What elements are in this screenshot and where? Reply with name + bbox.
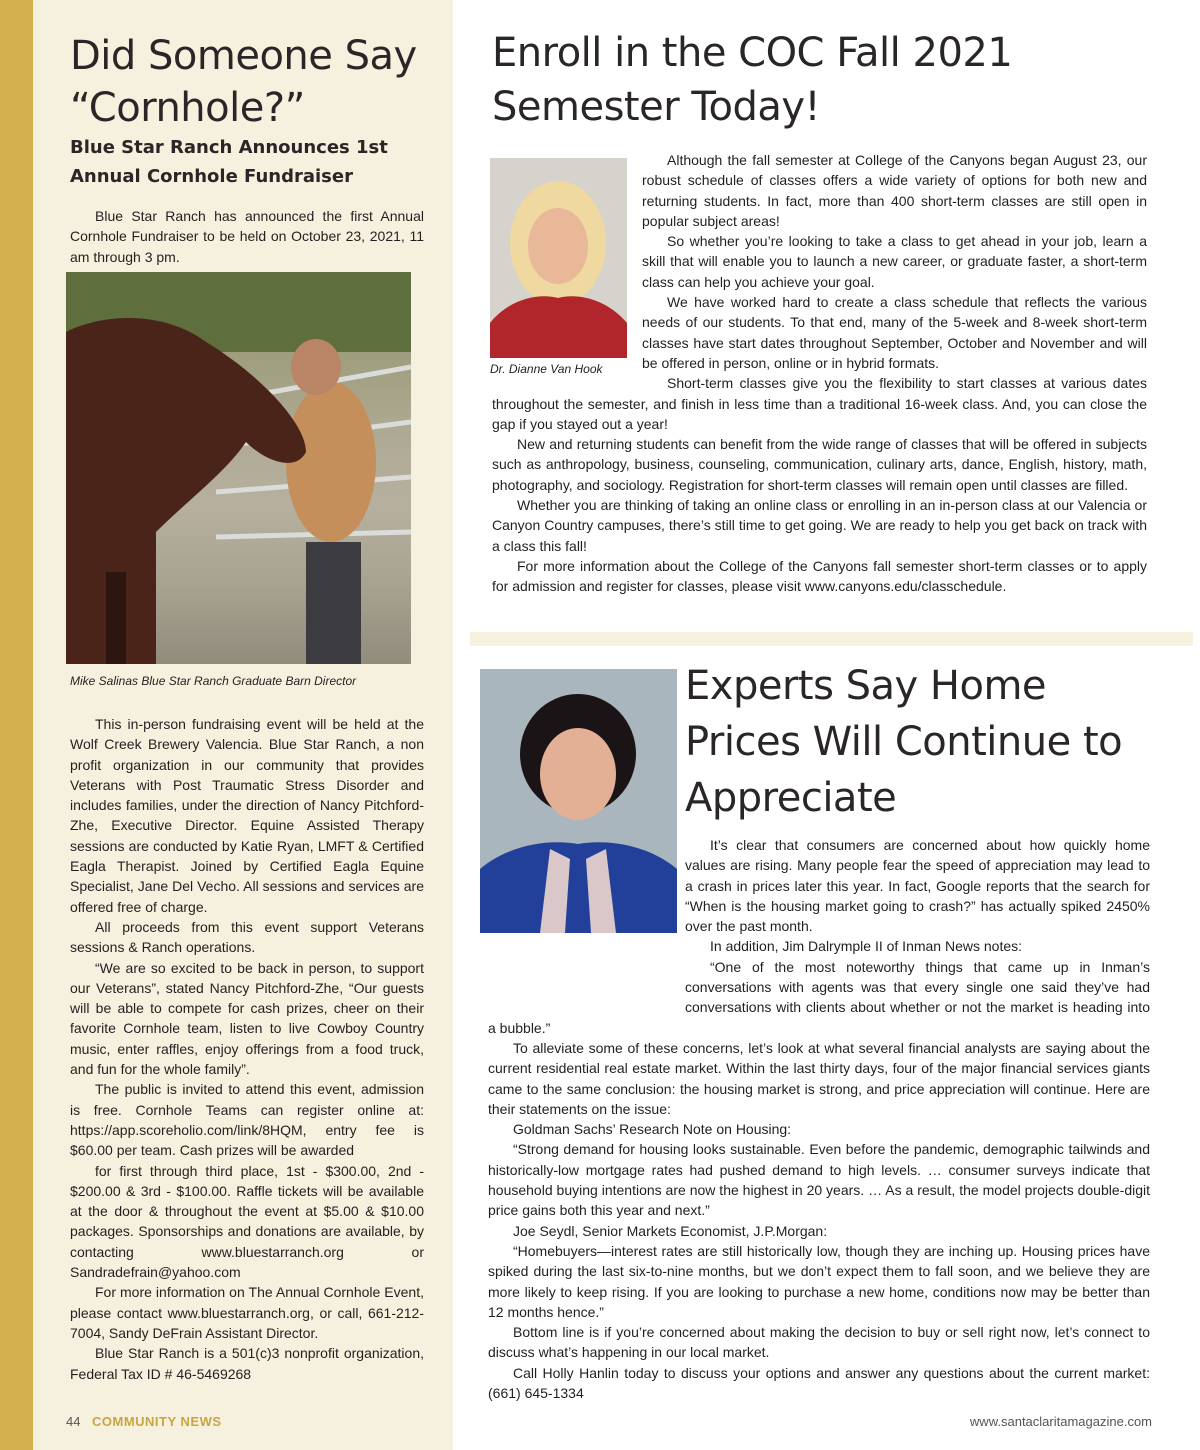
portrait-illustration bbox=[490, 158, 627, 358]
horse-photo-illustration bbox=[66, 272, 411, 664]
coc-paragraph: We have worked hard to create a class schedule that reflects the various needs of our students. To that end, many of the 5-week and 8-week short-term classes have start dates throughout September, October and November and will be offered in person, online or in hybrid formats. bbox=[642, 294, 1147, 371]
cornhole-intro-paragraph: Blue Star Ranch has announced the first Annual Cornhole Fundraiser to be held on October 23, 2021, 11 am through 3 pm. bbox=[70, 208, 424, 265]
dianne-van-hook-portrait bbox=[490, 158, 627, 358]
gold-side-bar bbox=[0, 0, 33, 1450]
experts-paragraph: “One of the most noteworthy things that came up in Inman’s conversations with agents was that every single one said they’ve had conversations with clients about whether or not the market is heading into a bubble.” bbox=[488, 958, 1150, 1036]
cornhole-article-body bbox=[70, 714, 424, 1384]
section-divider bbox=[470, 632, 1193, 646]
experts-paragraph: To alleviate some of these concerns, let’s look at what several financial analysts are saying about the current residential real estate market. Within the last thirty days, four of the major financial services giants came to the same conclusion: the housing market is strong, and price appreciation will continue. Here are their statements on the issue: bbox=[488, 1039, 1150, 1117]
cornhole-paragraph: “We are so excited to be back in person, to support our Veterans”, stated Nancy Pitchford-Zhe, “Our guests will be able to compete for cash prizes, cheer on their favorite Cornhole team, listen to live Cowboy Country music, enter raffles, enjoy offerings from a food truck, and fun for the whole family”. bbox=[70, 959, 424, 1078]
cornhole-paragraph: This in-person fundraising event will be held at the Wolf Creek Brewery Valencia. Blue Star Ranch, a non profit organization in our community that provides Veterans with Post Traumatic Stress Disorder and includes families, under the direction of Nancy Pitchford-Zhe, Executive Director. Equine Assisted Therapy sessions are conducted by Katie Ryan, LMFT & Certified Eagla Therapist. Joined by Certified Eagla Equine Specialist, Jane Del Vecho. All sessions and services are offered free of charge. bbox=[70, 716, 424, 915]
section-name: COMMUNITY NEWS bbox=[92, 1414, 222, 1429]
cornhole-article-title: Did Someone Say “Cornhole?” bbox=[70, 33, 417, 131]
cornhole-article-subtitle: Blue Star Ranch Announces 1st Annual Cornhole Fundraiser bbox=[70, 137, 388, 187]
coc-paragraph: Although the fall semester at College of the Canyons began August 23, our robust schedule of classes offers a wide variety of options for both new and returning students. In fact, more than 400 short-term classes are still open in popular subject areas! bbox=[642, 152, 1147, 229]
cornhole-paragraph: Blue Star Ranch is a 501(c)3 nonprofit organization, Federal Tax ID # 46-5469268 bbox=[70, 1345, 424, 1382]
horse-photo bbox=[66, 272, 411, 664]
experts-paragraph: “Strong demand for housing looks sustainable. Even before the pandemic, demographic tailwinds and historically-low mortgage rates had pushed demand to high levels. … consumer surveys indicate that household buying intentions are now the highest in 20 years. … As a result, the model projects double-digit price gains both this year and next.” bbox=[488, 1141, 1150, 1219]
coc-paragraph: So whether you’re looking to take a class to get ahead in your job, learn a skill that will enable you to launch a new career, or graduate faster, a short-term class can help you achieve your goal. bbox=[642, 233, 1147, 290]
cornhole-paragraph: for first through third place, 1st - $300.00, 2nd - $200.00 & 3rd - $100.00. Raffle tickets will be available at the door & throughout the event at $5.00 & $10.00 packages. Sponsorships and donations are available, by contacting www.bluestarranch.org or Sandradefrain@yahoo.com bbox=[70, 1162, 424, 1281]
cornhole-paragraph: The public is invited to attend this event, admission is free. Cornhole Teams can register online at: https://app.scoreholio.com/link/8HQM, entry fee is $60.00 per team. Cash prizes will be awarded bbox=[70, 1081, 424, 1159]
experts-article-title: Experts Say Home Prices Will Continue to Appreciate bbox=[685, 663, 1123, 821]
experts-article-body bbox=[488, 835, 1150, 1403]
experts-paragraph: It’s clear that consumers are concerned about how quickly home values are rising. Many people fear the speed of appreciation may lead to a crash in prices later this year. In fact, Google reports that the search for “When is the housing market going to crash?” has actually spiked 2450% over the past month. bbox=[685, 837, 1150, 935]
experts-photo-spacer bbox=[488, 835, 685, 1003]
cornhole-paragraph: All proceeds from this event support Veterans sessions & Ranch operations. bbox=[70, 918, 424, 956]
experts-paragraph: Goldman Sachs’ Research Note on Housing: bbox=[513, 1121, 792, 1138]
page-number: 44 bbox=[66, 1414, 81, 1429]
coc-paragraph: New and returning students can benefit from the wide range of classes that will be offered in subjects such as anthropology, business, counseling, communication, culinary arts, dance, English, history, math, photography, and sociology. Registration for short-term classes will remain open until classes are filled. bbox=[492, 436, 1147, 493]
cornhole-intro bbox=[70, 206, 424, 267]
van-hook-photo-caption: Dr. Dianne Van Hook bbox=[490, 362, 603, 376]
experts-paragraph: “Homebuyers—interest rates are still historically low, though they are inching up. Housing prices have spiked during the last six-to-nine months, but we don’t expect them to fall soon, and we believe they are more likely to keep rising. If you are looking to purchase a new home, conditions now may be better than 12 months hence.” bbox=[488, 1242, 1150, 1320]
coc-article-title: Enroll in the COC Fall 2021 Semester Today! bbox=[492, 30, 1013, 130]
coc-paragraph: For more information about the College of the Canyons fall semester short-term classes or to apply for admission and register for classes, please visit www.canyons.edu/classchedule. bbox=[492, 557, 1147, 595]
coc-paragraph: Short-term classes give you the flexibility to start classes at various dates throughout the semester, and finish in less time than a traditional 16-week class. And, you can close the gap if you stayed out a year! bbox=[492, 375, 1147, 432]
experts-paragraph: Call Holly Hanlin today to discuss your options and answer any questions about the current market: (661) 645-1334 bbox=[488, 1364, 1150, 1402]
experts-paragraph: In addition, Jim Dalrymple II of Inman News notes: bbox=[710, 938, 1023, 955]
cornhole-paragraph: For more information on The Annual Cornhole Event, please contact www.bluestarranch.org, or call, 661-212-7004, Sandy DeFrain Assistant Director. bbox=[70, 1284, 424, 1341]
magazine-website: www.santaclaritamagazine.com bbox=[969, 1414, 1152, 1429]
horse-photo-caption: Mike Salinas Blue Star Ranch Graduate Barn Director bbox=[70, 674, 357, 688]
coc-paragraph: Whether you are thinking of taking an online class or enrolling in an in-person class at our Valencia or Canyon Country campuses, there’s still time to get going. We are ready to help you get back on track with a class this fall! bbox=[492, 497, 1147, 554]
experts-paragraph: Bottom line is if you’re concerned about making the decision to buy or sell right now, let’s connect to discuss what’s happening in our local market. bbox=[488, 1324, 1150, 1361]
experts-paragraph: Joe Seydl, Senior Markets Economist, J.P.Morgan: bbox=[513, 1222, 828, 1239]
